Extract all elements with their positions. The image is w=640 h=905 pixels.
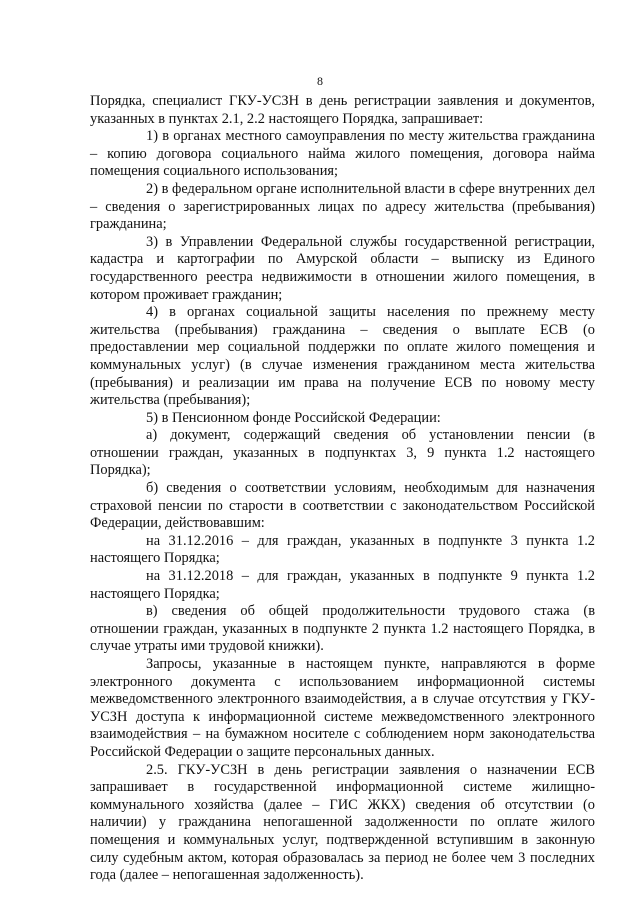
- paragraph: в) сведения об общей продолжительности трудового стажа (в отношении граждан, указанных в подпункте 2 пункта 1.2 настоящего Порядка, в случае утраты ими трудовой книжки).: [90, 603, 595, 655]
- paragraph: а) документ, содержащий сведения об установлении пенсии (в отношении граждан, указанных в подпунктах 3, 9 пункта 1.2 настоящего Порядка);: [90, 427, 595, 479]
- paragraph: б) сведения о соответствии условиям, необходимым для назначения страховой пенсии по старости в соответствии с законодательством Российской Федерации, действовавшим:: [90, 480, 595, 532]
- paragraph: 2.5. ГКУ-УСЗН в день регистрации заявления о назначении ЕСВ запрашивает в государственной информационной системе жилищно-коммунального хозяйства (далее – ГИС ЖКХ) сведения об отсутствии (о наличии) у гражданина непогашенной задолженности по оплате жилого помещения и коммунальных услуг, подтвержденной вступившим в законную силу судебным актом, которая образовалась за период не более чем 3 последних года (далее – непогашенная задолженность).: [90, 761, 595, 884]
- paragraph: на 31.12.2018 – для граждан, указанных в подпункте 9 пункта 1.2 настоящего Порядка;: [90, 568, 595, 602]
- document-body: [90, 93, 595, 885]
- paragraph: 2) в федеральном органе исполнительной власти в сфере внутренних дел – сведения о зарегистрированных лицах по адресу жительства (пребывания) гражданина;: [90, 180, 595, 233]
- paragraph: 5) в Пенсионном фонде Российской Федерации:: [146, 409, 441, 426]
- page-number: 8: [317, 74, 323, 88]
- paragraph: 1) в органах местного самоуправления по месту жительства гражданина – копию договора социального найма жилого помещения, договора найма помещения социального использования;: [90, 128, 595, 180]
- paragraph: 3) в Управлении Федеральной службы государственной регистрации, кадастра и картографии по Амурской области – выписку из Единого государственного реестра недвижимости в отношении жилого помещения, в котором проживает гражданин;: [90, 233, 595, 303]
- paragraph: Порядка, специалист ГКУ-УСЗН в день регистрации заявления и документов, указанных в пунктах 2.1, 2.2 настоящего Порядка, запрашивает:: [90, 93, 595, 127]
- paragraph: на 31.12.2016 – для граждан, указанных в подпункте 3 пункта 1.2 настоящего Порядка;: [90, 532, 595, 567]
- paragraph: 4) в органах социальной защиты населения по прежнему месту жительства (пребывания) гражданина – сведения о выплате ЕСВ (о предоставлении мер социальной поддержки по оплате жилого помещения и коммунальных услуг) (в случае изменения гражданином места жительства (пребывания) и реализации им права на получение ЕСВ по новому месту жительства (пребывания);: [90, 304, 595, 409]
- paragraph: Запросы, указанные в настоящем пункте, направляются в форме электронного документа с использованием информационной системы межведомственного электронного взаимодействия, а в случае отсутствия у ГКУ-УСЗН доступа к информационной системе межведомственного электронного взаимодействия – на бумажном носителе с соблюдением норм законодательства Российской Федерации о защите персональных данных.: [90, 656, 595, 760]
